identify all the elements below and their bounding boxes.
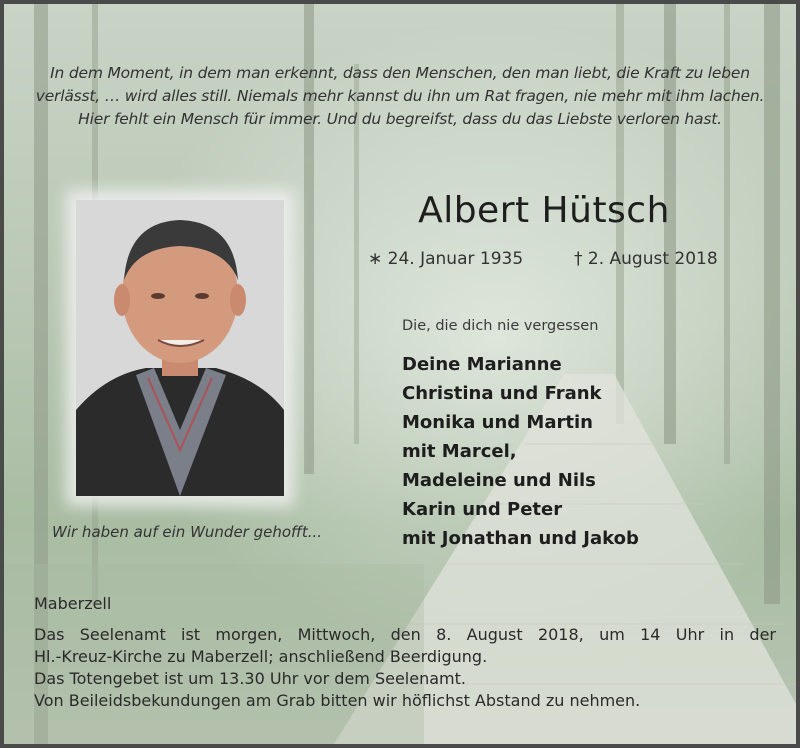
deceased-name: Albert Hütsch — [418, 190, 670, 231]
mourners-intro: Die, die dich nie vergessen — [402, 318, 599, 334]
birth-date: ∗ 24. Januar 1935 — [368, 249, 524, 269]
quote-line: Hier fehlt ein Mensch für immer. Und du begreifst, dass du das Liebste verloren hast. — [78, 110, 722, 128]
death-date: † 2. August 2018 — [574, 249, 718, 269]
mourner-name: mit Marcel, — [402, 441, 517, 462]
mourner-name: Monika und Martin — [402, 412, 593, 433]
notice-line: Das Seelenamt ist morgen, Mittwoch, den 8. August 2018, um 14 Uhr in der — [34, 625, 776, 644]
notice-line: Von Beileidsbekundungen am Grab bitten wir höflichst Abstand zu nehmen. — [34, 691, 641, 710]
place-name: Maberzell — [34, 594, 112, 613]
memorial-quote — [24, 62, 776, 131]
mourner-name: Christina und Frank — [402, 383, 602, 404]
mourner-name: Karin und Peter — [402, 499, 563, 520]
quote-line: In dem Moment, in dem man erkennt, dass den Menschen, den man liebt, die Kraft zu leben — [50, 64, 750, 82]
photo-caption: Wir haben auf ein Wunder gehofft... — [52, 523, 323, 541]
mourners-list — [402, 350, 639, 553]
notice-line: Das Totengebet ist um 13.30 Uhr vor dem Seelenamt. — [34, 669, 466, 688]
quote-line: verlässt, … wird alles still. Niemals mehr kannst du ihn um Rat fragen, nie mehr mit ihm lachen. — [35, 87, 765, 105]
funeral-notice — [34, 624, 776, 712]
portrait-photo — [76, 200, 284, 496]
notice-line: Hl.-Kreuz-Kirche zu Maberzell; anschließend Beerdigung. — [34, 647, 488, 666]
mourner-name: Deine Marianne — [402, 354, 562, 375]
mourner-name: mit Jonathan und Jakob — [402, 528, 639, 549]
mourner-name: Madeleine und Nils — [402, 470, 596, 491]
